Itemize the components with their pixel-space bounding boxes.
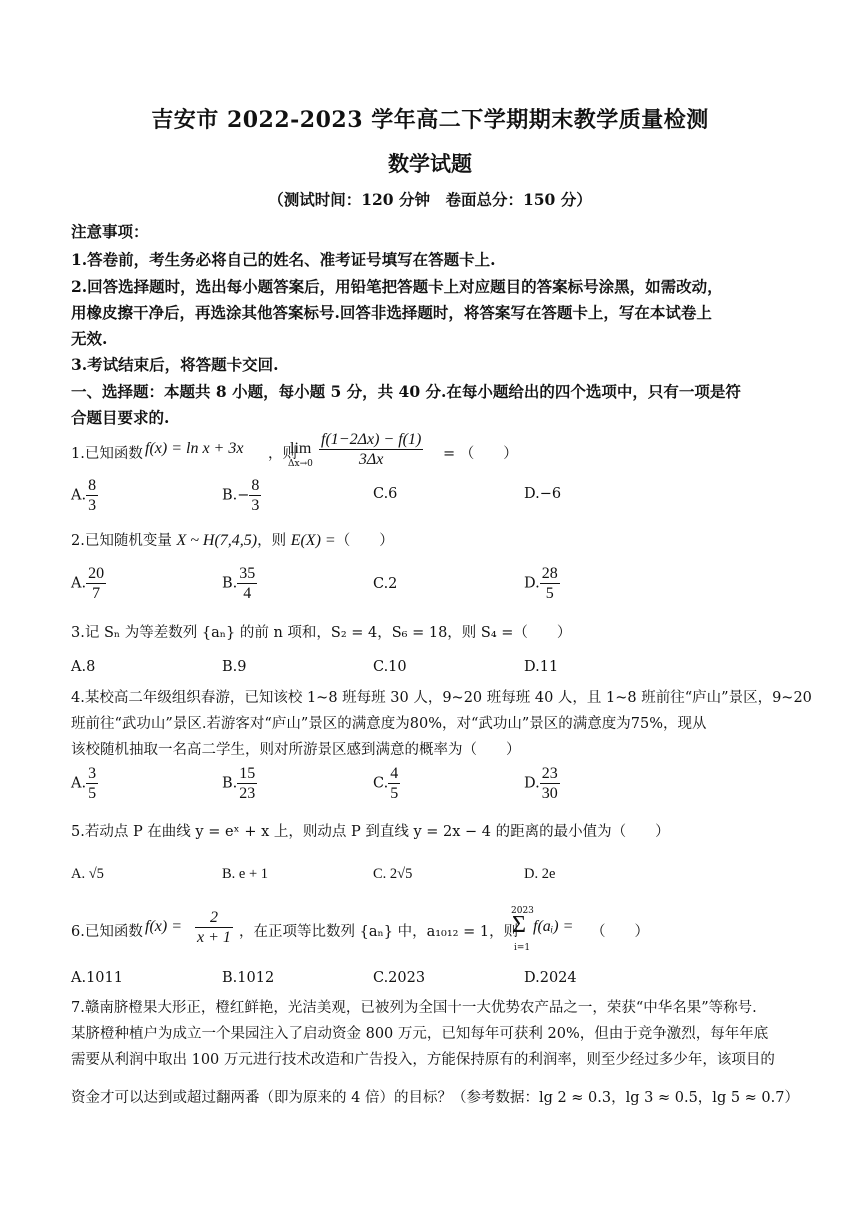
question-7-line-4: 资金才可以达到或超过翻两番（即为原来的 4 倍）的目标？（参考数据：lg 2 ≈ 0.3，lg 3 ≈ 0.5，lg 5 ≈ 0.7） (71, 1090, 799, 1106)
q2-option-c: C.2 (373, 576, 398, 592)
q1-option-d: D.−6 (524, 486, 562, 502)
q2-option-d: D. $\frac{28}{5}$ (524, 565, 558, 602)
q2-option-b: B. $\frac{35}{4}$ (222, 565, 256, 602)
q6-option-a: A.1011 (71, 970, 123, 986)
q3-option-a: A.8 (71, 659, 96, 675)
notes-heading: 注意事项： (71, 222, 149, 241)
exam-meta: （测试时间：120 分钟 卷面总分：150 分） (268, 190, 592, 209)
section-heading-1: 一、选择题：本题共 8 小题，每小题 5 分，共 40 分.在每小题给出的四个选项中，只有一项是符 (71, 382, 741, 401)
q3-option-d: D.11 (524, 659, 559, 675)
q5-option-c: C. 2√5 (373, 866, 413, 882)
question-4-line-3: 该校随机抽取一名高二学生，则对所游景区感到满意的概率为（ ） (71, 742, 521, 758)
note-3: 3.考试结束后，将答题卡交回. (71, 355, 279, 374)
note-2b: 用橡皮擦干净后，再选涂其他答案标号.回答非选择题时，将答案写在答题卡上，写在本试卷上 (71, 303, 712, 322)
q4-option-b: B. $\frac{15}{23}$ (222, 765, 256, 802)
question-7-line-1: 7.赣南脐橙果大形正，橙红鲜艳，光洁美观，已被列为全国十一大优势农产品之一，荣获“中华名果”等称号. (71, 1000, 757, 1016)
q4-option-a: A. $\frac{3}{5}$ (71, 765, 97, 802)
note-2a: 2.回答选择题时，选出每小题答案后，用铅笔把答题卡上对应题目的答案标号涂黑，如需改动， (71, 277, 723, 296)
q6-option-b: B.1012 (222, 970, 275, 986)
q4-option-d: D. $\frac{23}{30}$ (524, 765, 558, 802)
q5-option-b: B. e + 1 (222, 866, 269, 882)
section-heading-2: 合题目要求的. (71, 408, 170, 427)
question-5: 5.若动点 P 在曲线 y = eˣ + x 上，则动点 P 到直线 y = 2x − 4 的距离的最小值为（ ） (71, 824, 670, 840)
question-4-line-1: 4.某校高二年级组织春游，已知该校 1~8 班每班 30 人，9~20 班每班 40 人，且 1~8 班前往“庐山”景区，9~20 (71, 690, 812, 706)
q5-option-d: D. 2e (524, 866, 556, 882)
q1-option-a: A. $\frac{8}{3}$ (71, 477, 97, 514)
question-4-line-2: 班前往“武功山”景区.若游客对“庐山”景区的满意度为80%，对“武功山”景区的满意度为75%，现从 (71, 716, 707, 732)
question-6: 6.已知函数 f(x) = $\frac{2}{x + 1}$ ，在正项等比数列 {aₙ} 中，a₁₀₁₂ = 1，则 2023 Σ i=1 f(aᵢ) = （ ） (71, 906, 649, 953)
note-1: 1.答卷前，考生务必将自己的姓名、准考证号填写在答题卡上. (71, 250, 496, 269)
question-1: 1.已知函数 f(x) = ln x + 3x ，则 lim Δx→0 $\frac{f(1-2\Delta x) - f(1)}{3\Delta x}$ = （ ） (71, 431, 518, 469)
q1-option-c: C.6 (373, 486, 398, 502)
q3-option-b: B.9 (222, 659, 247, 675)
q4-option-c: C. $\frac{4}{5}$ (373, 765, 399, 802)
q6-option-d: D.2024 (524, 970, 577, 986)
q5-option-a: A. √5 (71, 866, 104, 882)
q1-option-b: B.− $\frac{8}{3}$ (222, 477, 260, 514)
q6-option-c: C.2023 (373, 970, 426, 986)
q3-option-c: C.10 (373, 659, 407, 675)
exam-subject: 数学试题 (388, 151, 472, 176)
question-7-line-2: 某脐橙种植户为成立一个果园注入了启动资金 800 万元，已知每年可获利 20%，但由于竞争激烈，每年年底 (71, 1026, 769, 1042)
q2-option-a: A. $\frac{20}{7}$ (71, 565, 105, 602)
note-2c: 无效. (71, 329, 108, 348)
exam-title: 吉安市 2022-2023 学年高二下学期期末教学质量检测 (151, 107, 709, 133)
question-2: 2.已知随机变量 X ~ H(7,4,5)，则 E(X) =（ ） (71, 532, 394, 549)
question-3: 3.记 Sₙ 为等差数列 {aₙ} 的前 n 项和，S₂ = 4，S₆ = 18，则 S₄ =（ ） (71, 625, 572, 641)
question-7-line-3: 需要从利润中取出 100 万元进行技术改造和广告投入，方能保持原有的利润率，则至少经过多少年，该项目的 (71, 1052, 775, 1068)
